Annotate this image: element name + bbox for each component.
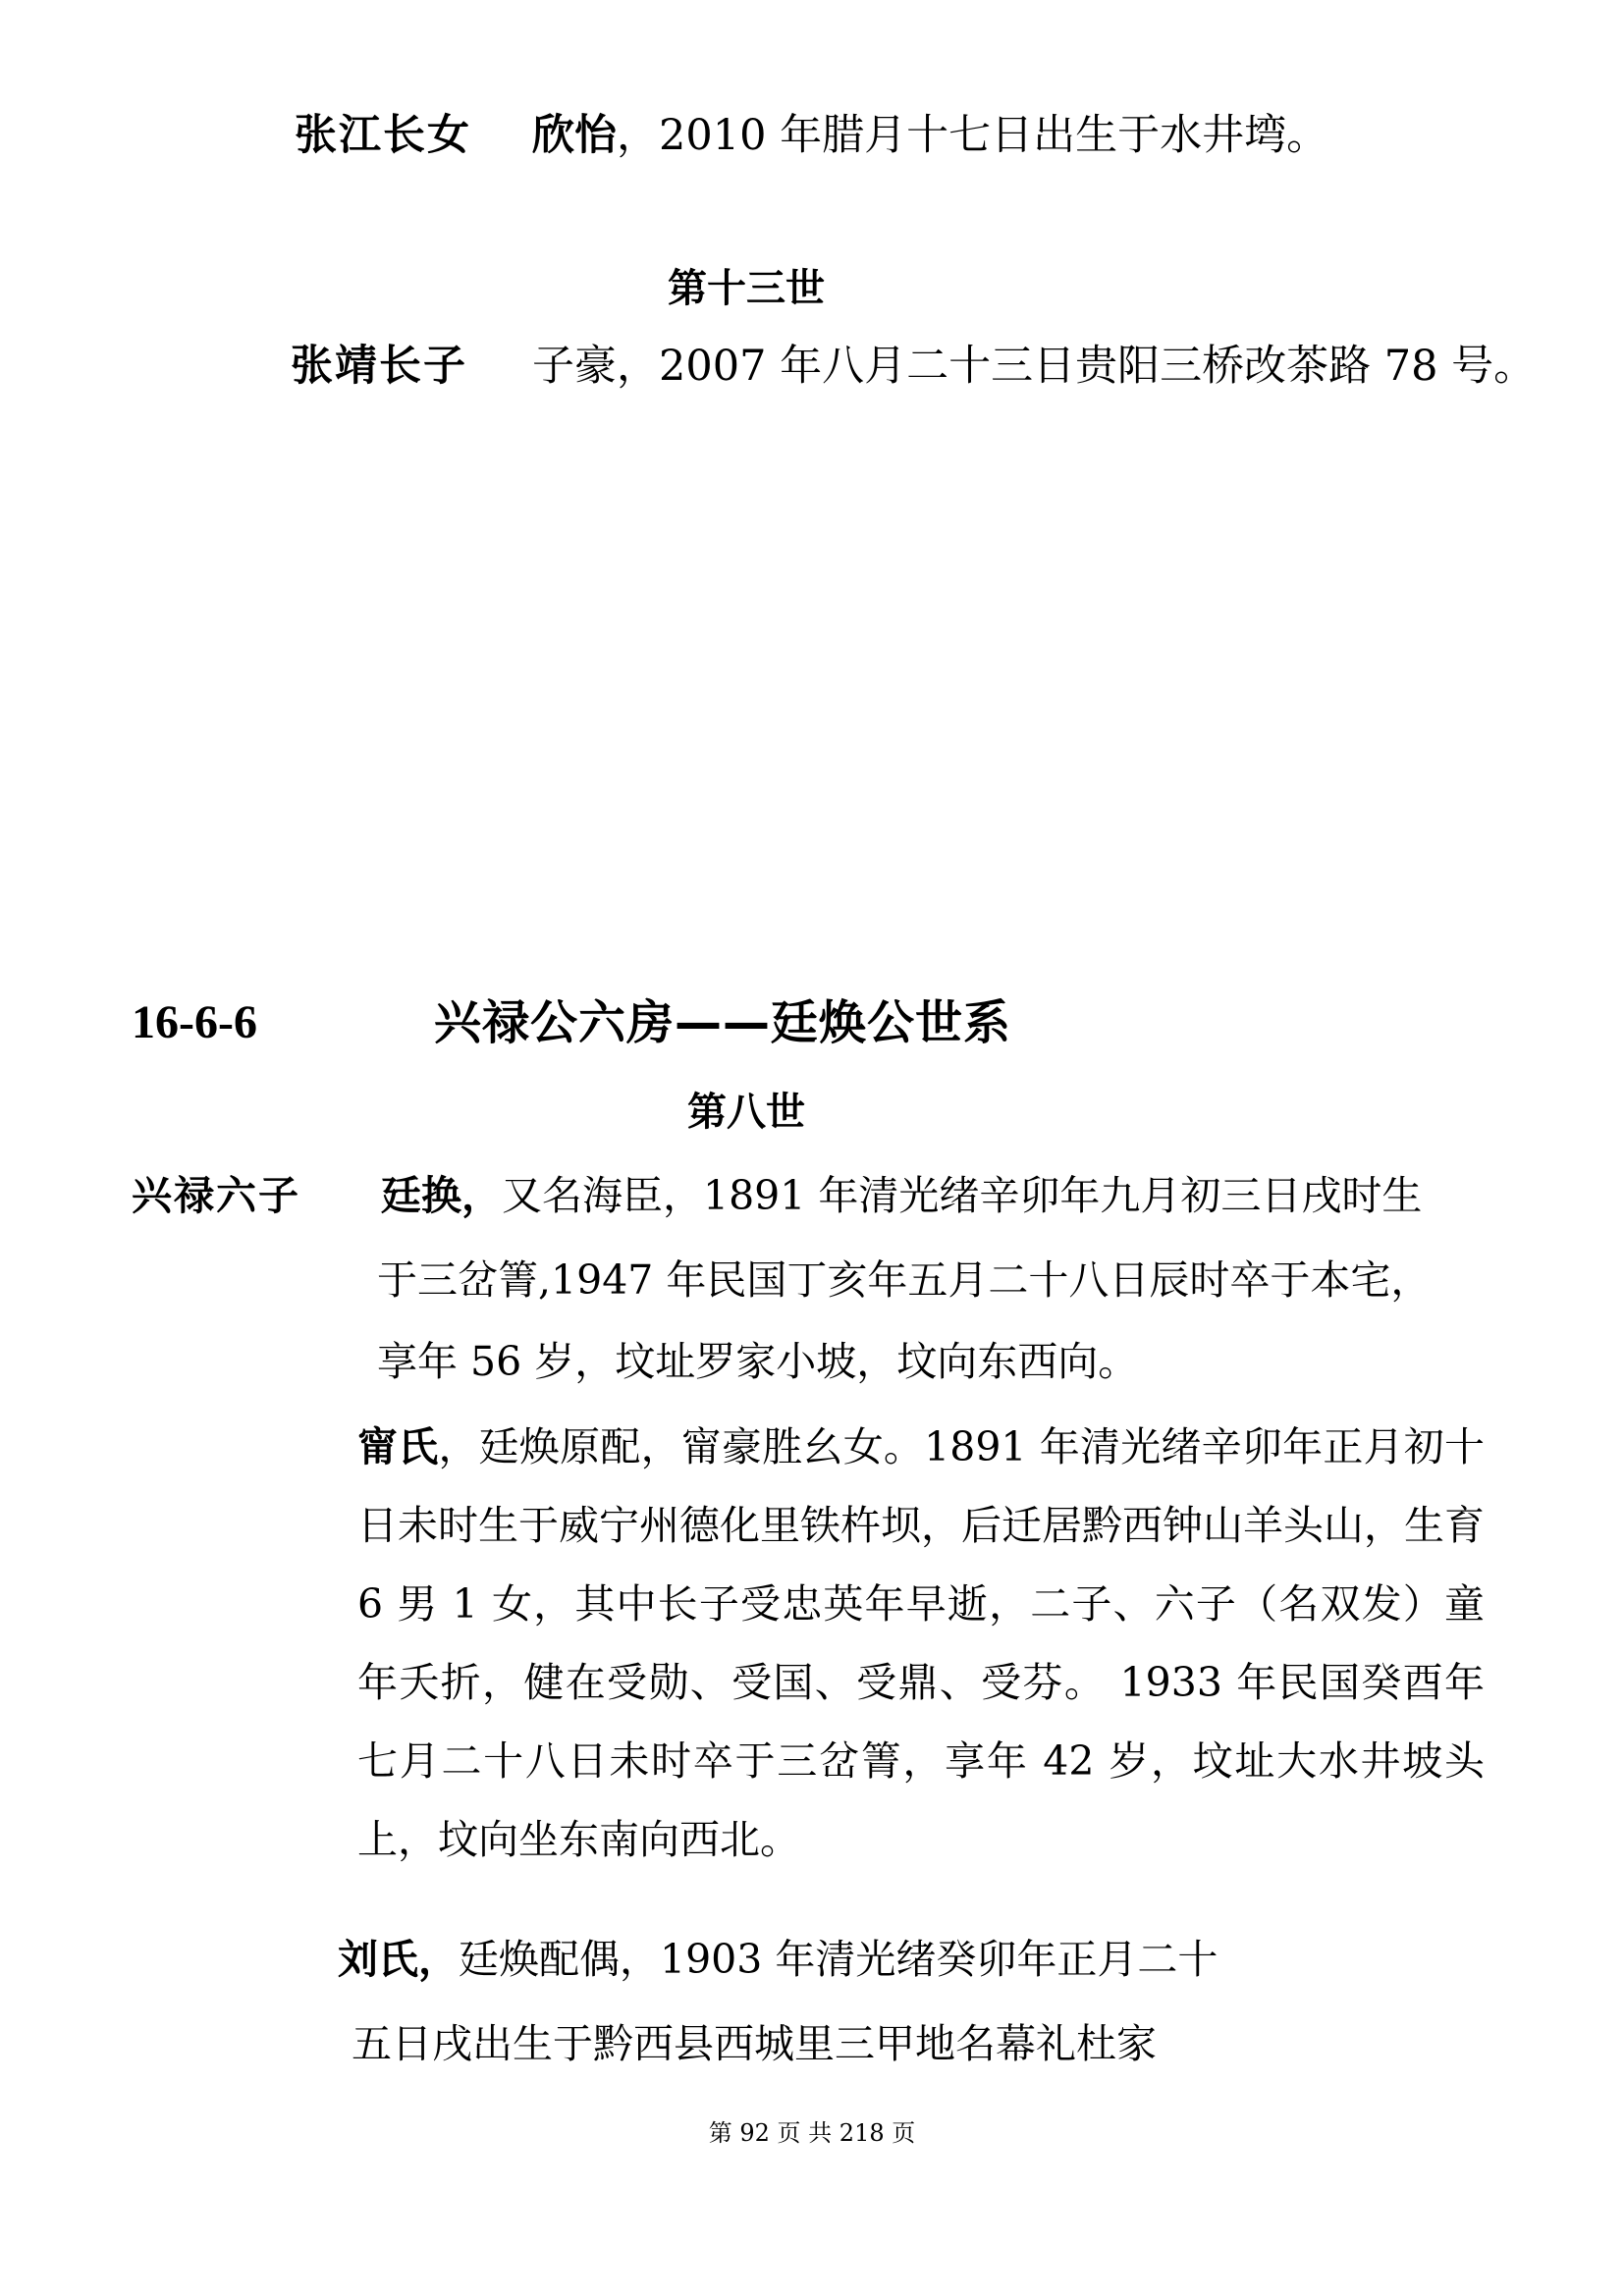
spouse-text: ，廷焕原配，甯豪胜幺女。1891 年清光绪辛卯年正月初十日未时生于威宁州德化里铁杵坝，后迁居黔西钟山羊头山，生育 6 男 1 女，其中长子受忠英年早逝，二子、六子（名双发）童年夭折，健在受勋、受国、受鼎、受芬。 1933 年民国癸酉年七月二十八日未时卒于三岔箐，享年 42 岁，坟址大水井坡头上，坟向坐东南向西北。 — [357, 1423, 1486, 1863]
entry-text: 又名海臣，1891 年清光绪辛卯年九月初三日戌时生 — [502, 1172, 1423, 1219]
spouse-name: 甯氏 — [357, 1423, 439, 1470]
generation-heading-8: 第八世 — [687, 1090, 805, 1135]
entry-label: 兴禄六子 — [132, 1172, 300, 1219]
section-title: 兴禄公六房——廷焕公世系 — [434, 995, 1012, 1050]
main-entry-line-2: 于三岔箐,1947 年民国丁亥年五月二十八日辰时卒于本宅， — [377, 1256, 1432, 1304]
spouse-name: 刘氏， — [338, 1936, 459, 1983]
entry-zhangjiang-daughter — [295, 106, 1328, 165]
spouse-ning-paragraph — [357, 1408, 1485, 1879]
entry-text: 子豪，2007 年八月二十三日贵阳三桥改茶路 78 号。 — [532, 342, 1537, 391]
section-number: 16-6-6 — [132, 996, 257, 1048]
spouse-text: 廷焕配偶，1903 年清光绪癸卯年正月二十 — [459, 1936, 1218, 1983]
entry-text: ，2010 年腊月十七日出生于水井塆。 — [617, 111, 1329, 160]
spouse-liu-line-1 — [338, 1930, 1218, 1989]
main-entry-line-3: 享年 56 岁，坟址罗家小坡，坟向东西向。 — [377, 1338, 1139, 1385]
spouse-liu-line-2: 五日戌出生于黔西县西城里三甲地名幕礼杜家 — [352, 2020, 1157, 2067]
entry-label: 张江长女 — [295, 111, 471, 160]
entry-name: 欣怡 — [532, 111, 617, 160]
page-footer: 第 92 页 共 218 页 — [708, 2119, 916, 2147]
generation-heading-13: 第十三世 — [668, 266, 825, 311]
entry-name: 廷换， — [381, 1172, 502, 1219]
main-entry-line-1 — [132, 1166, 1422, 1225]
entry-zhangjing-son — [291, 337, 1536, 396]
entry-label: 张靖长子 — [291, 342, 467, 391]
